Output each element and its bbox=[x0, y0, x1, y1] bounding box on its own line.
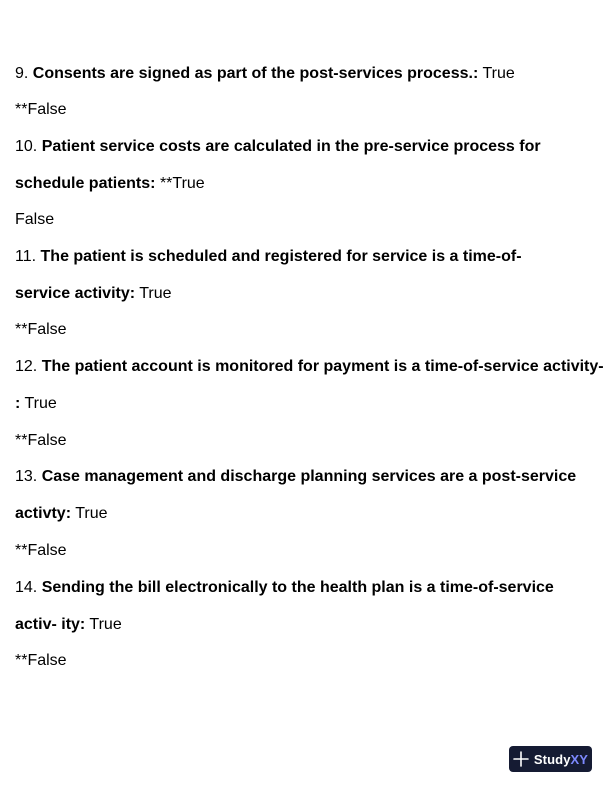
question-12-line-1 bbox=[15, 357, 604, 377]
question-number: 10. bbox=[15, 138, 38, 155]
answer-true: True bbox=[139, 285, 172, 302]
answer-false: **False bbox=[15, 101, 67, 118]
question-14-line-1 bbox=[15, 578, 554, 598]
question-number: 12. bbox=[15, 358, 38, 375]
badge-brand bbox=[534, 752, 588, 767]
badge-brand-main: Study bbox=[533, 751, 571, 767]
studyxy-badge[interactable] bbox=[509, 746, 592, 772]
answer-true: True bbox=[89, 616, 122, 633]
answer-true: True bbox=[24, 395, 57, 412]
answer-false: **False bbox=[15, 321, 67, 338]
question-13-line-2 bbox=[15, 504, 108, 524]
question-10-line-2 bbox=[15, 174, 205, 194]
plus-cross-icon bbox=[513, 751, 529, 767]
question-text-continued: activ- ity: bbox=[15, 616, 86, 633]
question-9-line-1 bbox=[15, 64, 515, 84]
question-text: Case management and discharge planning services are a post-service bbox=[41, 468, 577, 485]
question-text-continued: schedule patients: bbox=[15, 175, 156, 192]
question-13-line-1 bbox=[15, 467, 576, 487]
question-10-line-1 bbox=[15, 137, 541, 157]
answer-false: **False bbox=[15, 542, 67, 559]
question-12-line-2 bbox=[15, 394, 57, 414]
answer-true: **True bbox=[159, 175, 205, 192]
question-number: 9. bbox=[15, 65, 29, 82]
question-11-line-2 bbox=[15, 284, 172, 304]
question-text-continued: : bbox=[15, 395, 21, 412]
question-number: 13. bbox=[15, 468, 38, 485]
question-text-continued: service activity: bbox=[15, 285, 136, 302]
question-text: The patient account is monitored for payment is a time-of-service activity- bbox=[41, 358, 604, 375]
question-number: 14. bbox=[15, 579, 38, 596]
question-text: Consents are signed as part of the post-services process.: bbox=[32, 65, 479, 82]
question-number: 11. bbox=[15, 248, 37, 265]
question-text-continued: activty: bbox=[15, 505, 72, 522]
question-text: The patient is scheduled and registered for service is a time-of- bbox=[40, 248, 522, 265]
question-11-line-1 bbox=[15, 247, 522, 267]
question-14-line-2 bbox=[15, 615, 122, 635]
answer-false: **False bbox=[15, 432, 67, 449]
answer-true: True bbox=[482, 65, 515, 82]
answer-false: **False bbox=[15, 652, 67, 669]
question-text: Patient service costs are calculated in the pre-service process for bbox=[41, 138, 541, 155]
badge-brand-accent: XY bbox=[570, 751, 589, 767]
answer-false: False bbox=[15, 211, 55, 228]
answer-true: True bbox=[75, 505, 108, 522]
question-text: Sending the bill electronically to the health plan is a time-of-service bbox=[41, 579, 554, 596]
